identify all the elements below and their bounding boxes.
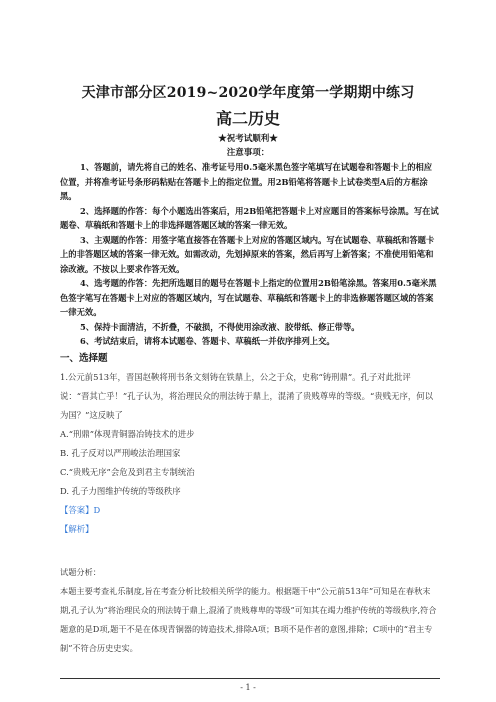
notice-item: 3、主观题的作答：用签字笔直接答在答题卡上对应的答题区域内。写在试题卷、草稿纸和答题卡上的非答题区域的答案一律无效。如需改动，先划掉原来的答案，然后再写上新答案；不准使用铅笔和涂改液。不按以上要求作答无效。 [60,234,435,274]
section-heading: 一、选择题 [60,353,108,364]
page-number: - 1 - [240,683,256,692]
question-stem: 1.公元前513年，晋国赵鞅将刑书条文刻铸在铁鼎上，公之于众，史称“铸刑鼎”。孔子对此批评说：“晋其亡乎！”孔子认为，将治理民众的刑法铸于鼎上，混淆了贵贱尊卑的等级。“贵贱无序，何以为国？”这反映了 [60,372,433,420]
notice-item: 2、选择题的作答：每个小题选出答案后，用2B铅笔把答题卡上对应题目的答案标号涂黑。写在试题卷、草稿纸和答题卡上的非选择题答题区域的答案一律无效。 [60,205,439,230]
option-a: A.“刑鼎”体现青铜器冶铸技术的进步 [60,429,195,439]
notice-item: 5、保持卡面清洁，不折叠，不破损，不得使用涂改液、胶带纸、修正带等。 [80,321,360,332]
blessing-line: ★祝考试顺利★ [218,134,278,144]
option-c: C.“贵贱无序”会危及到君主专制统治 [60,467,195,477]
page-title: 天津市部分区2019~2020学年度第一学期期中练习 [81,85,415,101]
answer-label: 【答案】D [60,505,101,515]
notice-item: 4、选考题的作答：先把所选题目的题号在答题卡上指定的位置用2B铅笔涂黑。答案用0.5毫米黑色签字笔写在答题卡上对应的答题区域内，写在试题卷、草稿纸和答题卡上的非选修题答题区域的答案一律无效。 [60,278,437,317]
option-d: D. 孔子力图维护传统的等级秩序 [60,486,181,496]
analysis-label: 【解析】 [60,524,94,534]
notice-heading: 注意事项： [226,148,270,158]
analysis-intro: 试题分析： [60,567,101,577]
notice-item: 6、考试结束后，请将本试题卷、答题卡、草稿纸一并依序排列上交。 [80,336,335,346]
option-b: B. 孔子反对以严刑峻法治理国家 [60,448,181,458]
question-block [60,368,440,539]
analysis-text: 本题主要考查礼乐制度,旨在考查分析比较相关所学的能力。根据题干中“公元前513年”可知是在春秋末期,孔子认为“将治理民众的刑法铸于鼎上,混淆了贵贱尊卑的等级”可知其在竭力维护传统的等级秩序,符合题意的是D项,题干不是在体现青铜器的铸造技术,排除A项；B项不是作者的意图,排除；C项中的“君主专制”不符合历史史实。 [60,586,437,653]
notice-item: 1、答题前，请先将自己的姓名、准考证号用0.5毫米黑色签字笔填写在试题卷和答题卡上的相应位置，并将准考证号条形码粘贴在答题卡上的指定位置。用2B铅笔将答题卡上试卷类型A后的方框涂黑。 [60,162,433,201]
notice-list [60,160,440,349]
page-subtitle: 高二历史 [215,109,280,128]
footer-divider [60,678,440,679]
analysis-block [60,563,440,658]
